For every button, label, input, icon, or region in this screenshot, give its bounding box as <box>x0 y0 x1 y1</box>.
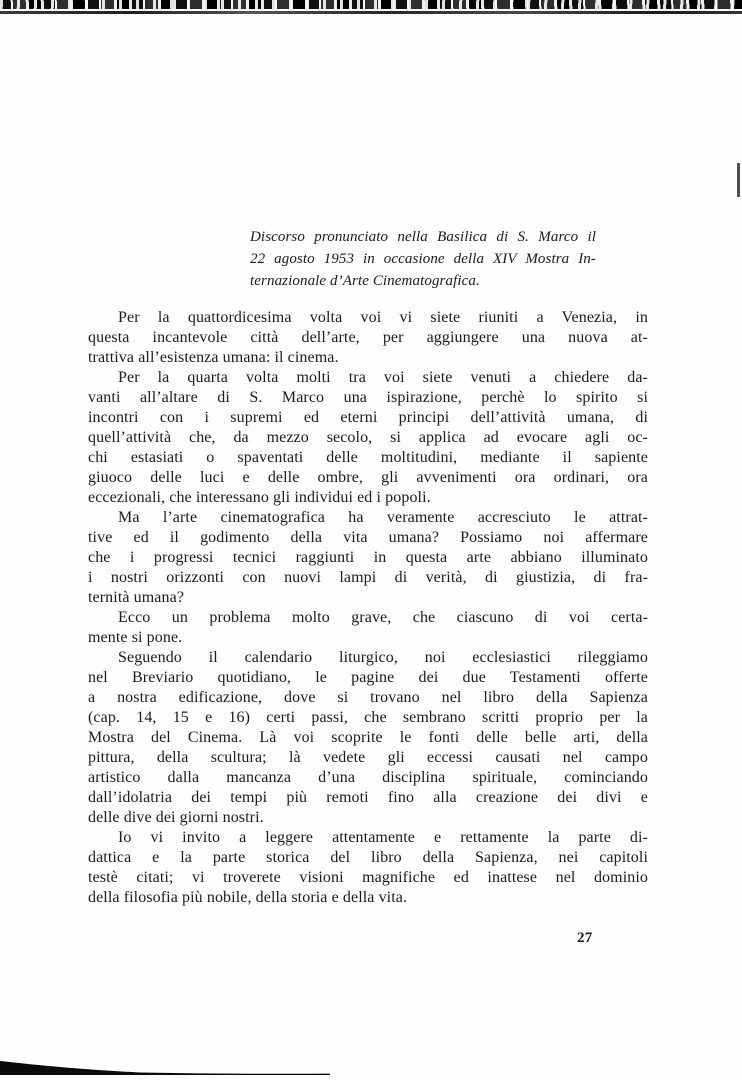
scan-artifact-bottom-left-wedge <box>0 1058 340 1078</box>
text-line: quell’attività che, da mezzo secolo, si applica ad evocare agli oc- <box>88 429 648 446</box>
text-line: ternità umana? <box>88 589 185 606</box>
text-line: trattiva all’esistenza umana: il cinema. <box>88 349 339 366</box>
page-number: 27 <box>577 930 593 946</box>
text-line: Seguendo il calendario liturgico, noi ecclesiastici rileggiamo <box>118 649 648 666</box>
paragraph <box>250 226 596 292</box>
text-line: ternazionale d’Arte Cinematografica. <box>250 273 480 289</box>
dedication-note <box>250 226 596 292</box>
text-line: artistico dalla mancanza d’una disciplina spirituale, cominciando <box>88 769 648 786</box>
text-line: Discorso pronunciato nella Basilica di S. Marco il <box>250 229 596 245</box>
text-line: mente si pone. <box>88 629 183 646</box>
text-line: tive ed il godimento della vita umana? Possiamo noi affermare <box>88 529 648 546</box>
scan-artifact-top-band <box>0 0 742 18</box>
text-line: della filosofia più nobile, della storia e della vita. <box>88 889 408 906</box>
text-line: questa incantevole città dell’arte, per aggiungere una nuova at- <box>88 329 648 346</box>
text-line: nel Breviario quotidiano, le pagine dei due Testamenti offerte <box>88 669 648 686</box>
text-line: dall’idolatria dei tempi più remoti fino alla creazione dei divi e <box>88 789 648 806</box>
text-line: testè citati; vi troverete visioni magnifiche ed inattese nel dominio <box>88 869 648 886</box>
paragraph <box>88 608 648 648</box>
text-line: Per la quarta volta molti tra voi siete venuti a chiedere da- <box>118 369 648 386</box>
text-line: che i progressi tecnici raggiunti in questa arte abbiano illuminato <box>88 549 648 566</box>
paragraph <box>88 308 648 368</box>
text-line: Ecco un problema molto grave, che ciascuno di voi certa- <box>118 609 648 626</box>
text-line: dattica e la parte storica del libro della Sapienza, nei capitoli <box>88 849 648 866</box>
scan-artifact-right-tick <box>737 163 740 197</box>
text-line: i nostri orizzonti con nuovi lampi di verità, di giustizia, di fra- <box>88 569 648 586</box>
text-line: pittura, della scultura; là vedete gli eccessi causati nel campo <box>88 749 648 766</box>
text-line: 22 agosto 1953 in occasione della XIV Mostra In- <box>250 251 596 267</box>
text-line: Ma l’arte cinematografica ha veramente accresciuto le attrat- <box>118 509 648 526</box>
text-line: a nostra edificazione, dove si trovano nel libro della Sapienza <box>88 689 648 706</box>
speech-body-text <box>88 308 648 908</box>
text-line: vanti all’altare di S. Marco una ispirazione, perchè lo spirito si <box>88 389 648 406</box>
paragraph <box>88 368 648 508</box>
text-line: Io vi invito a leggere attentamente e rettamente la parte di- <box>118 829 648 846</box>
text-line: Mostra del Cinema. Là voi scoprite le fonti delle belle arti, della <box>88 729 648 746</box>
scan-rule-line <box>0 11 742 14</box>
text-line: chi estasiati o spaventati delle moltitudini, mediante il sapiente <box>88 449 648 466</box>
text-line: Per la quattordicesima volta voi vi siete riuniti a Venezia, in <box>118 309 648 326</box>
text-line: giuoco delle luci e delle ombre, gli avvenimenti ora ordinari, ora <box>88 469 648 486</box>
scan-noise-strip <box>0 0 742 9</box>
paragraph <box>88 648 648 828</box>
text-line: incontri con i supremi ed eterni principi dell’attività umana, di <box>88 409 648 426</box>
paragraph <box>88 508 648 608</box>
text-line: eccezionali, che interessano gli individui ed i popoli. <box>88 489 431 506</box>
text-line: delle dive dei giorni nostri. <box>88 809 264 826</box>
paragraph <box>88 828 648 908</box>
text-line: (cap. 14, 15 e 16) certi passi, che sembrano scritti proprio per la <box>88 709 648 726</box>
